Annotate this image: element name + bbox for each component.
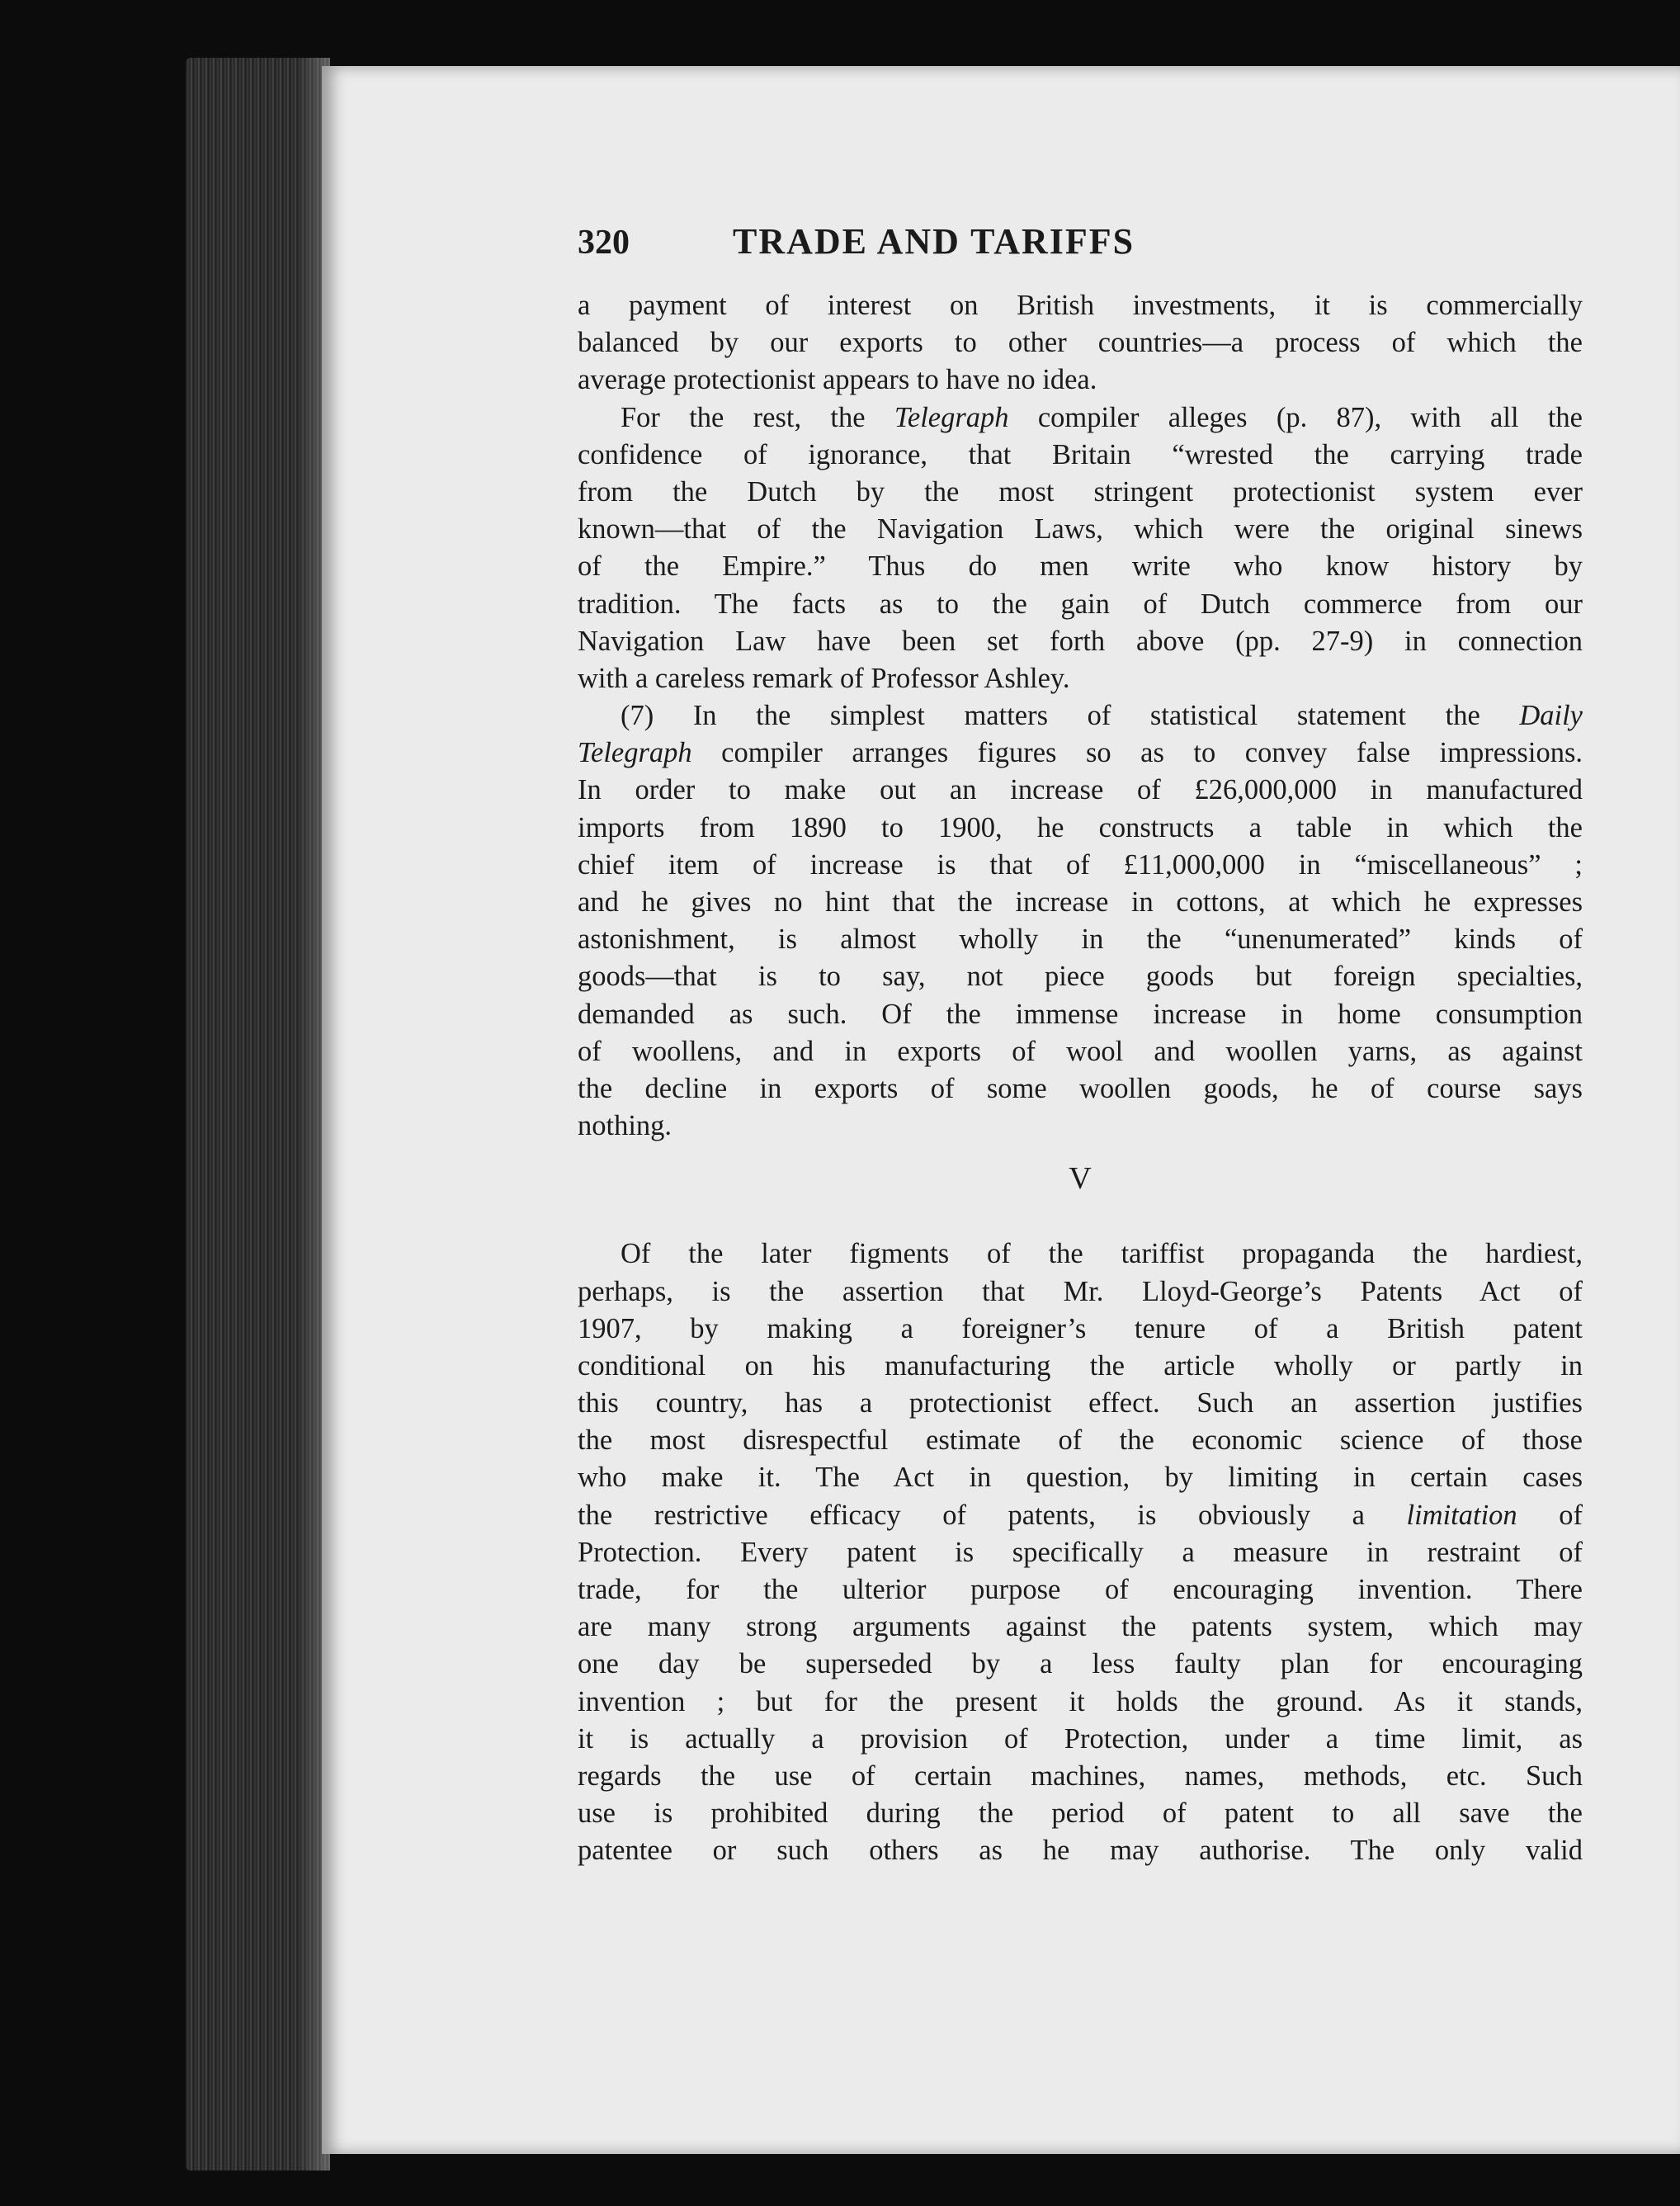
page-number: 320 xyxy=(578,224,630,262)
text-line: In order to make out an increase of £26,000,000 in manufactured xyxy=(578,774,1583,806)
italic-title: Telegraph xyxy=(894,401,1009,433)
text-line: demanded as such. Of the immense increase in home consumption xyxy=(578,998,1583,1030)
text-line: are many strong arguments against the patents system, which may xyxy=(578,1611,1583,1643)
text-line: patentee or such others as he may authorise. The only valid xyxy=(578,1835,1583,1867)
text-line: goods—that is to say, not piece goods but foreign specialties, xyxy=(578,961,1583,993)
text-line: perhaps, is the assertion that Mr. Lloyd-George’s Patents Act of xyxy=(578,1275,1583,1307)
text-line: the decline in exports of some woollen goods, he of course says xyxy=(578,1072,1583,1104)
text-line: imports from 1890 to 1900, he constructs a table in which the xyxy=(578,811,1583,843)
text-line: Of the later figments of the tariffist propaganda the hardiest, xyxy=(621,1238,1583,1270)
running-head xyxy=(578,223,1583,281)
paragraph-4 xyxy=(578,1235,1583,1869)
text-line: with a careless remark of Professor Ashley. xyxy=(578,662,1070,694)
text-block xyxy=(578,223,1583,1870)
text-line: balanced by our exports to other countries—a process of which the xyxy=(578,327,1583,359)
text-line: known—that of the Navigation Laws, which were the original sinews xyxy=(578,513,1583,546)
page-sheet xyxy=(322,66,1680,2154)
italic-emphasis: limitation xyxy=(1406,1499,1517,1531)
text-line: average protectionist appears to have no idea. xyxy=(578,364,1097,396)
section-heading: V xyxy=(1069,1161,1092,1197)
italic-title: Daily xyxy=(1519,700,1583,732)
text-line: chief item of increase is that of £11,000,000 in “miscellaneous” ; xyxy=(578,848,1583,881)
text-line: astonishment, is almost wholly in the “unenumerated” kinds of xyxy=(578,923,1583,956)
text-line: trade, for the ulterior purpose of encouraging invention. There xyxy=(578,1574,1583,1605)
text-line: and he gives no hint that the increase in cottons, at which he expresses xyxy=(578,886,1583,918)
text-line: of the Empire.” Thus do men write who know history by xyxy=(578,550,1583,583)
text-line: it is actually a provision of Protection, under a time limit, as xyxy=(578,1722,1583,1755)
paragraph-1 xyxy=(578,287,1583,399)
text-line: the most disrespectful estimate of the economic science of those xyxy=(578,1424,1583,1457)
text-line: 1907, by making a foreigner’s tenure of a British patent xyxy=(578,1312,1583,1344)
text-line: regards the use of certain machines, names, methods, etc. Such xyxy=(578,1760,1583,1792)
text-line: use is prohibited during the period of patent to all save the xyxy=(578,1797,1583,1830)
text-line: the restrictive efficacy of patents, is obviously a limitation of xyxy=(578,1499,1583,1531)
text-line: of woollens, and in exports of wool and woollen yarns, as against xyxy=(578,1035,1583,1067)
paragraph-3 xyxy=(578,697,1583,1145)
text-line: conditional on his manufacturing the article wholly or partly in xyxy=(578,1349,1583,1382)
text-line: nothing. xyxy=(578,1110,672,1142)
text-line: confidence of ignorance, that Britain “wrested the carrying trade xyxy=(578,438,1583,470)
text-line: a payment of interest on British investments, it is commercially xyxy=(578,290,1583,321)
text-line: from the Dutch by the most stringent protectionist system ever xyxy=(578,475,1583,508)
text-line: invention ; but for the present it holds the ground. As it stands, xyxy=(578,1685,1583,1717)
text-line: For the rest, the Telegraph compiler alleges (p. 87), with all the xyxy=(621,401,1583,433)
text-line: this country, has a protectionist effect. Such an assertion justifies xyxy=(578,1387,1583,1419)
paragraph-2 xyxy=(578,399,1583,698)
text-line: Navigation Law have been set forth above (pp. 27-9) in connection xyxy=(578,625,1583,657)
text-line: who make it. The Act in question, by limiting in certain cases xyxy=(578,1462,1583,1494)
text-line: one day be superseded by a less faulty plan for encouraging xyxy=(578,1648,1583,1680)
text-line: tradition. The facts as to the gain of Dutch commerce from our xyxy=(578,588,1583,620)
text-line: Telegraph compiler arranges figures so as to convey false impressions. xyxy=(578,737,1583,769)
text-line: (7) In the simplest matters of statistical statement the Daily xyxy=(621,700,1583,732)
italic-title: Telegraph xyxy=(578,737,692,769)
text-line: Protection. Every patent is specifically a measure in restraint of xyxy=(578,1536,1583,1568)
running-title: TRADE AND TARIFFS xyxy=(733,221,1135,262)
book-page-edges xyxy=(186,58,330,2171)
